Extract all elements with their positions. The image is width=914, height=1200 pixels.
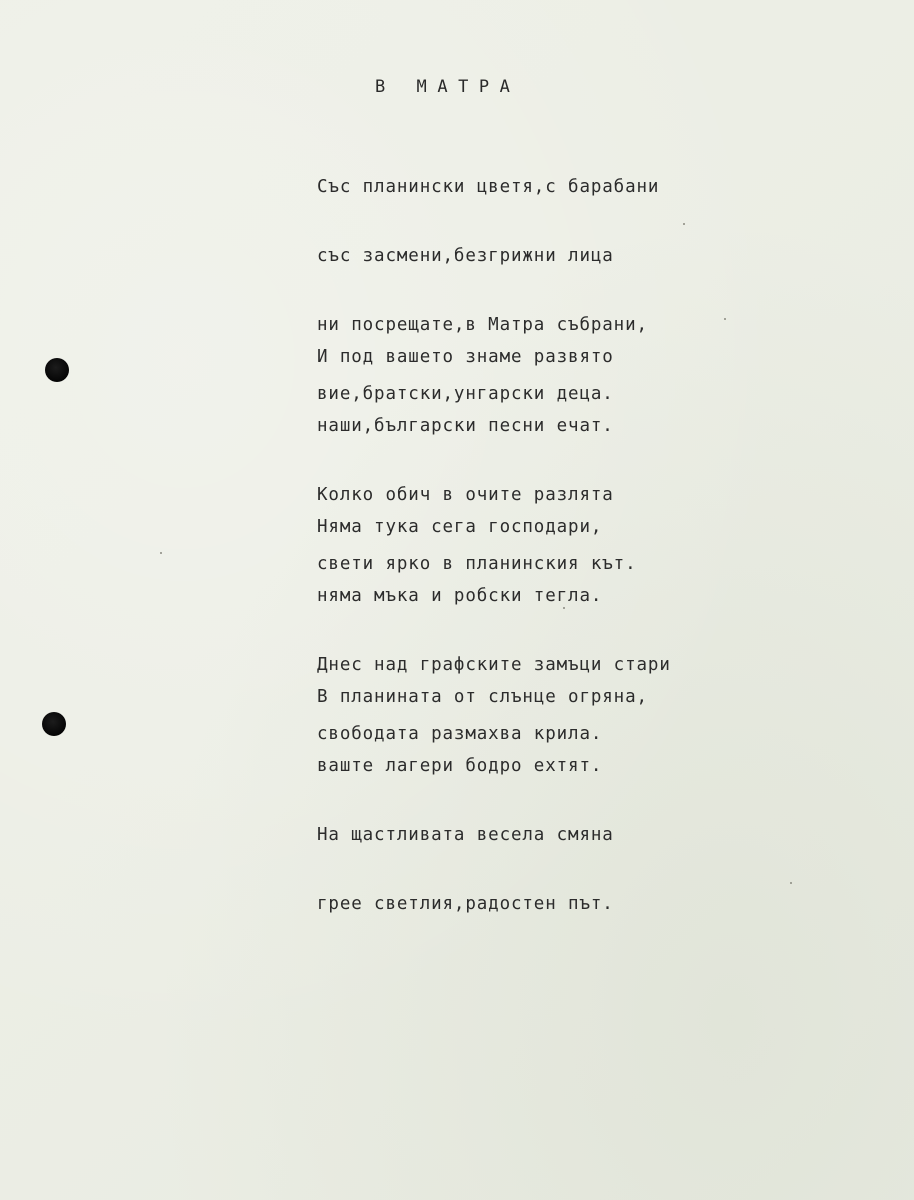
poem-line: грее светлия,радостен път. <box>317 894 614 914</box>
poem-line: вие,братски,унгарски деца. <box>317 384 614 404</box>
poem-line: свети ярко в планинския кът. <box>317 554 637 574</box>
poem-line: Със планински цветя,с барабани <box>317 177 660 197</box>
poem-title: В МАТРА <box>375 77 521 97</box>
punch-hole-top <box>45 358 69 382</box>
poem-line: В планината от слънце огряна, <box>317 687 648 707</box>
poem-line: Днес над графските замъци стари <box>317 655 671 675</box>
punch-hole-bottom <box>42 712 66 736</box>
poem-line: свободата размахва крила. <box>317 724 603 744</box>
poem-line: наши,български песни ечат. <box>317 416 614 436</box>
poem-line: няма мъка и робски тегла. <box>317 586 603 606</box>
paper-speck <box>683 223 685 225</box>
poem-line: със засмени,безгрижни лица <box>317 246 614 266</box>
poem-line: На щастливата весела смяна <box>317 825 614 845</box>
poem-line: Няма тука сега господари, <box>317 517 603 537</box>
stanza-4 <box>317 643 648 959</box>
poem-line: И под вашето знаме развято <box>317 347 614 367</box>
paper-speck <box>790 882 792 884</box>
poem-line: ваште лагери бодро ехтят. <box>317 756 603 776</box>
poem-line: Колко обич в очите разлята <box>317 485 614 505</box>
poem-line: ни посрещате,в Матра събрани, <box>317 315 648 335</box>
paper-speck <box>724 318 726 320</box>
paper-speck <box>160 552 162 554</box>
